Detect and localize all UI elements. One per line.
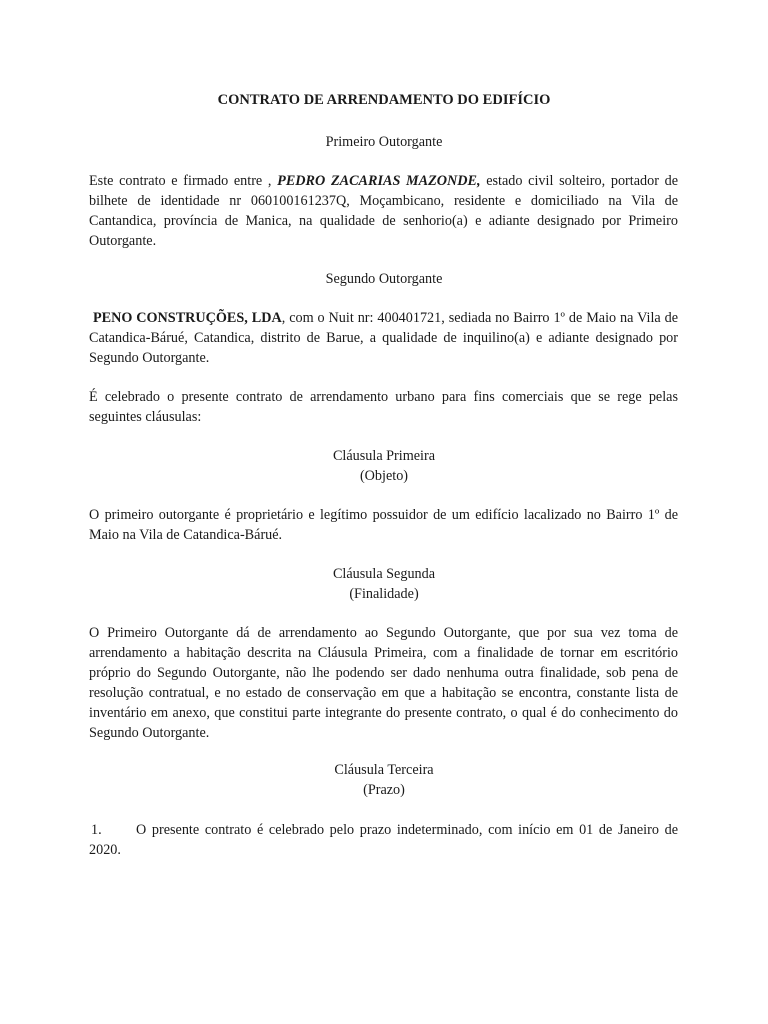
- second-party-heading: Segundo Outorgante: [325, 271, 443, 287]
- first-party-text-2: estado civil solteiro, portador de bilhete de identidade nr 060100161237Q, Moçambicano, residente e domiciliado na Vila de Cantandica, província de Manica, na qualidade de senhorio(a) e adiante designado por Primeiro Outorgante.: [89, 173, 679, 249]
- first-party-paragraph: [89, 171, 678, 251]
- first-party-text-1: Este contrato e firmado entre ,: [89, 173, 272, 189]
- clause-1-title: Cláusula Primeira: [332, 448, 436, 464]
- first-party-name: PEDRO ZACARIAS MAZONDE,: [277, 173, 481, 189]
- second-party-text: , com o Nuit nr: 400401721, sediada no Bairro 1º de Maio na Vila de Catandica-Bárué, Catandica, distrito de Barue, a qualidade de inquilino(a) e adiante designado por Segundo Outorgante.: [89, 310, 679, 366]
- clause-2-text: O Primeiro Outorgante dá de arrendamento ao Segundo Outorgante, que por sua vez toma de arrendamento a habitação descrita na Cláusula Primeira, com a finalidade de tornar em escritório próprio do Segundo Outorgante, não lhe podendo ser dado nenhuma outra finalidade, sob pena de resolução contratual, e no estado de conservação em que a habitação se encontra, constante lista de inventário em anexo, que constitui parte integrante do presente contrato, o qual é do conhecimento do Segundo Outorgante.: [89, 625, 678, 741]
- clause-3-subtitle: (Prazo): [363, 782, 405, 798]
- document-title: CONTRATO DE ARRENDAMENTO DO EDIFÍCIO: [217, 92, 551, 108]
- clause-2-subtitle: (Finalidade): [349, 586, 419, 602]
- intro-paragraph: É celebrado o presente contrato de arrendamento urbano para fins comerciais que se rege pelas seguintes cláusulas:: [89, 389, 678, 425]
- clause-3-title: Cláusula Terceira: [334, 762, 434, 778]
- clause-1-subtitle: (Objeto): [359, 468, 409, 484]
- clause-3-text: O presente contrato é celebrado pelo prazo indeterminado, com início em 01 de Janeiro de 2020.: [89, 822, 678, 858]
- clause-3-item-number: 1.: [91, 822, 102, 838]
- second-party-name: PENO CONSTRUÇÕES, LDA: [92, 310, 282, 326]
- clause-2-title: Cláusula Segunda: [332, 566, 436, 582]
- clause-3-item: [89, 820, 678, 860]
- first-party-heading: Primeiro Outorgante: [325, 134, 443, 150]
- second-party-paragraph: [89, 308, 678, 368]
- clause-1-text: O primeiro outorgante é proprietário e legítimo possuidor de um edifício lacalizado no Bairro 1º de Maio na Vila de Catandica-Bárué.: [89, 507, 678, 543]
